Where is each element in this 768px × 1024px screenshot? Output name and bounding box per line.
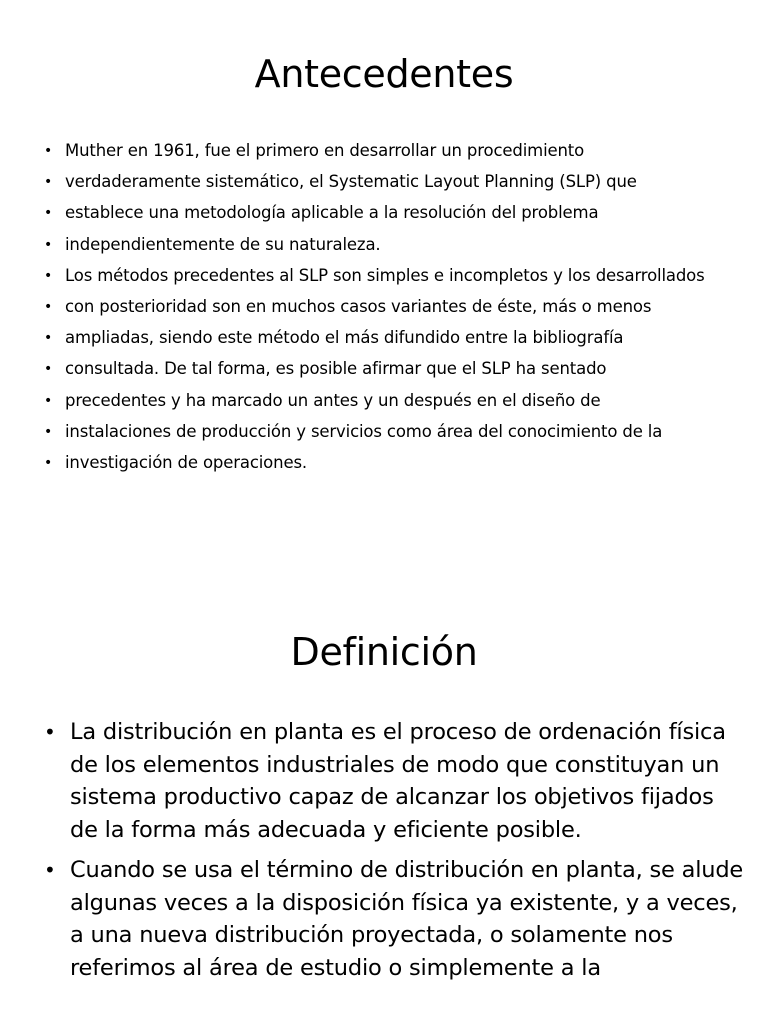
bullet-text: instalaciones de producción y servicios como área del conocimiento de la [65, 421, 663, 441]
bullet-text: Muther en 1961, fue el primero en desarrollar un procedimiento [65, 141, 585, 160]
slide-title: Definición [290, 630, 478, 674]
bullet-list [44, 716, 744, 992]
bullet-item [44, 854, 744, 984]
bullet-item [44, 171, 744, 193]
bullet-text: independientemente de su naturaleza. [65, 234, 381, 254]
bullet-item [44, 296, 744, 318]
bullet-icon: • [44, 205, 53, 222]
bullet-item [44, 716, 744, 846]
bullet-item [44, 327, 744, 349]
bullet-item [44, 202, 744, 224]
bullet-text: Los métodos precedentes al SLP son simples e incompletos y los desarrollados [65, 265, 705, 285]
bullet-text: consultada. De tal forma, es posible afirmar que el SLP ha sentado [65, 359, 607, 379]
bullet-text: precedentes y ha marcado un antes y un después en el diseño de [65, 390, 601, 410]
bullet-icon: • [44, 236, 53, 253]
bullet-icon: • [44, 174, 53, 191]
bullet-icon: • [44, 720, 56, 744]
bullet-text: investigación de operaciones. [65, 452, 307, 472]
bullet-icon: • [44, 143, 53, 159]
bullet-icon: • [44, 361, 53, 378]
bullet-item [44, 452, 744, 474]
slide-definicion [0, 610, 768, 1024]
bullet-text: ampliadas, siendo este método el más difundido entre la bibliografía [65, 328, 624, 348]
bullet-list [44, 140, 744, 483]
bullet-icon: • [44, 330, 53, 347]
bullet-text: con posterioridad son en muchos casos variantes de éste, más o menos [65, 296, 652, 316]
bullet-icon: • [44, 454, 53, 471]
bullet-item [44, 265, 744, 287]
bullet-icon: • [44, 423, 53, 440]
bullet-text: verdaderamente sistemático, el Systematic Layout Planning (SLP) que [65, 172, 637, 192]
bullet-text: Cuando se usa el término de distribución en planta, se alude algunas veces a la disposición física ya existente, y a veces, a una nueva distribución proyectada, o solamente nos referimos al área de estudio o simplemente a la [70, 857, 744, 981]
bullet-text: establece una metodología aplicable a la resolución del problema [65, 203, 599, 223]
bullet-item [44, 234, 744, 256]
slide-title: Antecedentes [254, 52, 514, 96]
bullet-text: La distribución en planta es el proceso de ordenación física de los elementos industriales de modo que constituyan un sistema productivo capaz de alcanzar los objetivos fijados de la forma más adecuada y eficiente posible. [70, 719, 726, 843]
bullet-item [44, 358, 744, 380]
bullet-icon: • [44, 858, 56, 882]
bullet-item [44, 390, 744, 412]
bullet-item [44, 140, 744, 162]
bullet-icon: • [44, 392, 53, 409]
bullet-item [44, 421, 744, 443]
bullet-icon: • [44, 298, 53, 315]
bullet-icon: • [44, 267, 53, 284]
